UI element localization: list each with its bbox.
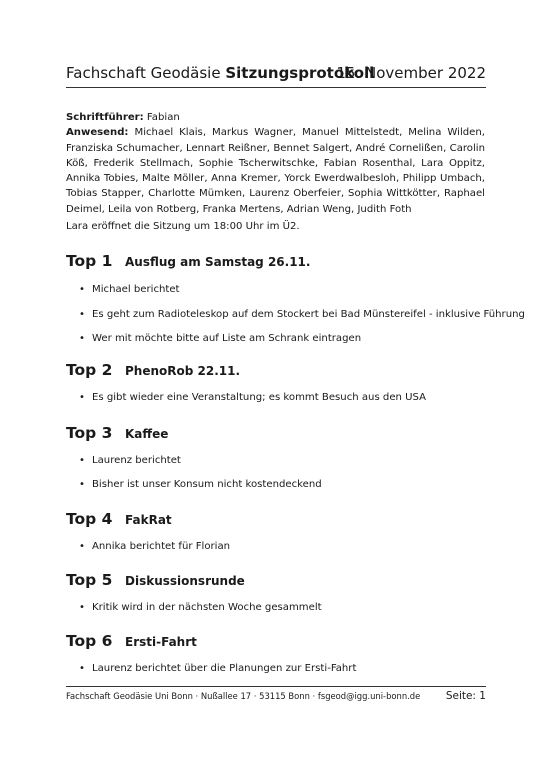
bullet-icon: •	[79, 602, 85, 613]
agenda-number: Top 5	[66, 571, 113, 589]
agenda-number: Top 6	[66, 632, 113, 650]
attendees-label: Anwesend:	[66, 127, 129, 139]
list-item	[66, 662, 486, 676]
list-item	[66, 308, 525, 322]
agenda-heading	[66, 510, 486, 532]
agenda-title: Ersti-Fahrt	[125, 635, 197, 649]
agenda-bullet-list	[66, 601, 486, 615]
page-header	[66, 64, 486, 86]
attendees-list: Michael Klais, Markus Wagner, Manuel Mittelstedt, Melina Wilden, Franziska Schumacher, Lennart Reißner, Bennet Salgert, André Cornelißen, Carolin Köß, Frederik Stellmach, Sophie Tscherwitschke, Fabian Rosenthal, Lara Oppitz, Annika Tobies, Malte Möller, Anna Kremer, Yorck Ewerdwalbesloh, Philipp Umbach, Tobias Stapper, Charlotte Mümken, Laurenz Oberfeier, Sophia Wittkötter, Raphael Deimel, Leila von Rotberg, Franka Mertens, Adrian Weng, Judith Foth	[66, 127, 485, 215]
agenda-title: FakRat	[125, 513, 172, 527]
header-org: Fachschaft Geodäsie	[66, 64, 226, 82]
header-divider	[66, 87, 486, 88]
list-item-text: Laurenz berichtet	[92, 455, 181, 466]
bullet-icon: •	[79, 392, 85, 403]
agenda-number: Top 4	[66, 510, 113, 528]
bullet-icon: •	[79, 479, 85, 490]
footer-divider	[66, 686, 486, 687]
agenda-heading	[66, 252, 486, 274]
recorder-name: Fabian	[146, 112, 180, 123]
agenda-number: Top 1	[66, 252, 113, 270]
agenda-bullet-list	[66, 283, 525, 346]
agenda-number: Top 3	[66, 424, 113, 442]
bullet-icon: •	[79, 333, 85, 344]
list-item	[66, 332, 486, 346]
list-item-text: Kritik wird in der nächsten Woche gesammelt	[92, 602, 322, 613]
agenda-heading	[66, 632, 486, 654]
agenda-title: Diskussionsrunde	[125, 574, 245, 588]
page-number: Seite: 1	[445, 690, 486, 702]
bullet-icon: •	[79, 284, 85, 295]
agenda-title: Ausflug am Samstag 26.11.	[125, 255, 311, 269]
header-doc-type: Sitzungsprotokoll	[225, 64, 375, 82]
list-item-text: Laurenz berichtet über die Planungen zur Ersti-Fahrt	[92, 663, 357, 674]
list-item-text: Wer mit möchte bitte auf Liste am Schrank eintragen	[92, 333, 362, 344]
list-item	[66, 601, 486, 615]
agenda-heading	[66, 361, 486, 383]
list-item-text: Es geht zum Radioteleskop auf dem Stockert bei Bad Münstereifel - inklusive Führung	[92, 309, 525, 320]
agenda-item-4	[66, 510, 486, 554]
list-item	[66, 478, 486, 492]
list-item-text: Es gibt wieder eine Veranstaltung; es kommt Besuch aus den USA	[92, 392, 427, 403]
agenda-item-2	[66, 361, 486, 405]
attendees-line	[66, 125, 485, 217]
list-item-text: Bisher ist unser Konsum nicht kostendeckend	[92, 479, 322, 490]
agenda-title: PhenoRob 22.11.	[125, 364, 241, 378]
agenda-item-5	[66, 571, 486, 615]
list-item	[66, 283, 486, 297]
agenda-item-1	[66, 252, 525, 346]
agenda-heading	[66, 424, 486, 446]
meeting-meta	[66, 110, 485, 217]
agenda-bullet-list	[66, 540, 486, 554]
agenda-heading	[66, 571, 486, 593]
list-item-text: Annika berichtet für Florian	[92, 541, 231, 552]
bullet-icon: •	[79, 663, 85, 674]
agenda-bullet-list	[66, 454, 486, 492]
footer-address: Fachschaft Geodäsie Uni Bonn · Nußallee 17 · 53115 Bonn · fsgeod@igg.uni-bonn.de	[66, 691, 421, 701]
list-item	[66, 540, 486, 554]
agenda-title: Kaffee	[125, 427, 169, 441]
agenda-bullet-list	[66, 391, 486, 405]
bullet-icon: •	[79, 309, 85, 320]
list-item-text: Michael berichtet	[92, 284, 180, 295]
list-item	[66, 454, 486, 468]
recorder-label: Schriftführer:	[66, 112, 144, 123]
agenda-item-6	[66, 632, 486, 676]
opening-statement: Lara eröffnet die Sitzung um 18:00 Uhr im Ü2.	[66, 221, 300, 232]
header-title	[66, 64, 374, 82]
bullet-icon: •	[79, 455, 85, 466]
agenda-bullet-list	[66, 662, 486, 676]
agenda-item-3	[66, 424, 486, 492]
recorder-line	[66, 110, 485, 125]
list-item	[66, 391, 486, 405]
header-date: 15. November 2022	[336, 64, 486, 82]
agenda-number: Top 2	[66, 361, 113, 379]
bullet-icon: •	[79, 541, 85, 552]
